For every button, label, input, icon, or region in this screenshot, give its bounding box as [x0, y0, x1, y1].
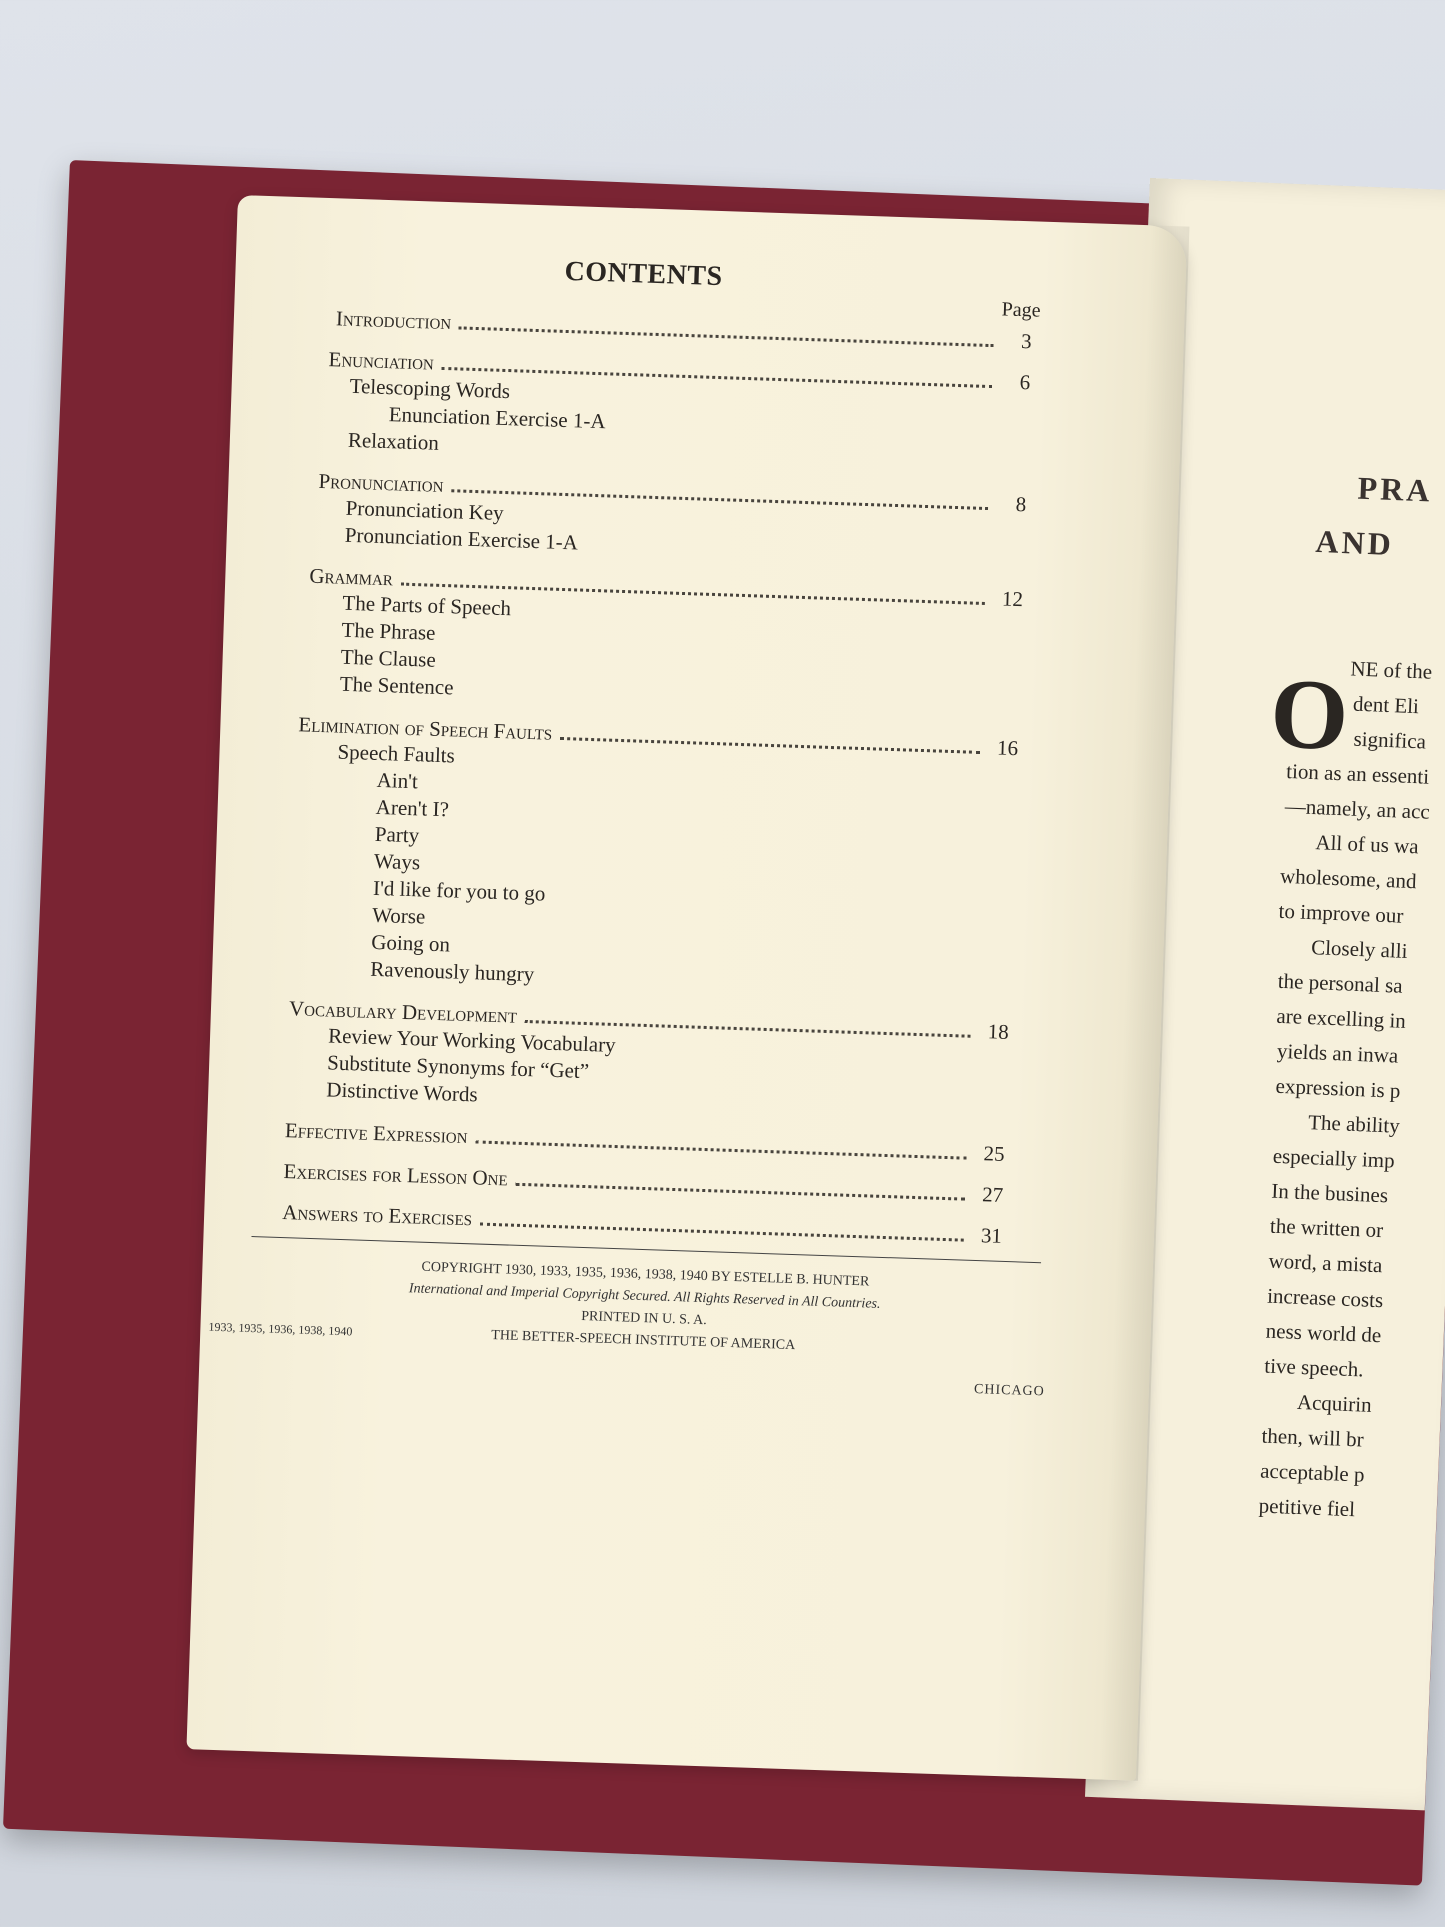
copyright-line: COPYRIGHT 1930, 1933, 1935, 1936, 1938, 1940 BY ESTELLE B. HUNTER	[421, 1259, 870, 1290]
toc-subentry: Speech Faults	[337, 739, 456, 768]
toc-entry-title: Introduction	[335, 306, 452, 335]
body-text-line: increase costs	[1266, 1283, 1384, 1313]
contents-page	[186, 195, 1187, 1781]
toc-subentry: Party	[374, 821, 420, 848]
toc-entry-title: Exercises for Lesson One	[283, 1159, 509, 1191]
body-text-line: Acquirin	[1296, 1389, 1373, 1417]
toc-entry	[304, 468, 1026, 571]
toc-entry-title: Grammar	[309, 563, 394, 591]
toc-entry-title: Enunciation	[328, 347, 435, 375]
toc-entry-page: 6	[1019, 370, 1031, 395]
body-text-line: acceptable p	[1259, 1458, 1365, 1487]
copyright-block	[208, 1251, 1046, 1405]
body-text-line: yields an inwa	[1276, 1038, 1399, 1068]
toc-subentry: Going on	[370, 929, 451, 957]
toc-entry-page: 31	[980, 1223, 1003, 1248]
contents-title: CONTENTS	[564, 255, 724, 293]
body-text-line: expression is p	[1275, 1073, 1401, 1103]
publisher-city: CHICAGO	[973, 1382, 1046, 1400]
toc-entry	[285, 1118, 1005, 1167]
body-text-line: significa	[1353, 726, 1427, 754]
toc-entry	[312, 306, 1032, 355]
page-column-label: Page	[1001, 298, 1041, 322]
body-text-line: All of us wa	[1314, 830, 1420, 859]
body-text-line: Closely alli	[1310, 935, 1408, 963]
dot-leader	[480, 1223, 964, 1242]
toc-entry	[290, 712, 1018, 1004]
toc-subentry: The Phrase	[341, 617, 436, 645]
toc-entry-page: 16	[996, 735, 1019, 761]
toc-subentry: The Clause	[340, 644, 437, 672]
toc-entry-title: Effective Expression	[284, 1118, 468, 1149]
toc-entry-head	[285, 1118, 1005, 1167]
body-text-line: petitive fiel	[1258, 1493, 1356, 1522]
body-text-line: dent Eli	[1352, 691, 1420, 719]
body-text-line: to improve our	[1278, 898, 1404, 928]
toc-entry	[308, 347, 1031, 477]
drop-cap: O	[1268, 657, 1351, 772]
body-text-line: In the busines	[1270, 1178, 1389, 1208]
publisher-line: THE BETTER-SPEECH INSTITUTE OF AMERICA	[491, 1328, 796, 1354]
toc-subentry: Aren't I?	[375, 794, 450, 822]
toc-subentry: Substitute Synonyms for “Get”	[326, 1050, 590, 1084]
body-text-line: NE of the	[1349, 656, 1433, 684]
body-text-line: ness world de	[1265, 1318, 1382, 1348]
printed-line: PRINTED IN U. S. A.	[580, 1308, 707, 1329]
chapter-heading-line-1: PRA	[1357, 469, 1434, 509]
toc-entry-page: 27	[981, 1182, 1004, 1207]
toc-entry-page: 8	[1015, 491, 1027, 517]
body-text-line: then, will br	[1261, 1423, 1365, 1452]
toc-entry-title: Answers to Exercises	[281, 1200, 473, 1231]
toc-subentry: Ravenously hungry	[370, 956, 535, 987]
toc-subentry: The Parts of Speech	[342, 590, 512, 621]
chapter-heading-line-2: AND	[1314, 522, 1395, 563]
toc-subentry: Distinctive Words	[325, 1077, 479, 1107]
rights-line: International and Imperial Copyright Secured. All Rights Reserved in All Countries.	[408, 1281, 881, 1312]
body-text-line: wholesome, and	[1279, 863, 1417, 894]
toc-entry-head	[312, 306, 1032, 355]
dot-leader	[475, 1140, 966, 1159]
toc-entry-head	[283, 1159, 1003, 1208]
toc-subentry: Relaxation	[347, 427, 440, 455]
toc-subentry: Enunciation Exercise 1-A	[388, 402, 607, 434]
body-text-line: the written or	[1269, 1213, 1384, 1243]
edition-years: 1933, 1935, 1936, 1938, 1940	[208, 1319, 353, 1339]
toc-entry-page: 18	[987, 1019, 1010, 1045]
toc-entry-page: 12	[1001, 586, 1024, 612]
body-text-line: especially imp	[1272, 1143, 1396, 1173]
body-text-line: The ability	[1307, 1110, 1401, 1138]
toc-entries	[282, 306, 1032, 1249]
toc-entry-page: 25	[983, 1141, 1006, 1166]
toc-entry-title: Pronunciation	[318, 468, 444, 497]
toc-subentry: Ain't	[376, 767, 419, 794]
toc-subentry: I'd like for you to go	[372, 875, 546, 906]
toc-entry	[283, 1159, 1003, 1208]
toc-entry	[286, 996, 1009, 1126]
toc-entry-page: 3	[1020, 329, 1032, 354]
dot-leader	[459, 326, 993, 347]
toc-subentry: The Sentence	[339, 671, 454, 700]
toc-entry-title: Vocabulary Development	[288, 996, 518, 1028]
toc-subentry: Review Your Working Vocabulary	[327, 1023, 617, 1057]
body-text-line: —namely, an acc	[1284, 793, 1431, 824]
body-text-line: tive speech.	[1263, 1353, 1364, 1382]
table-of-contents	[208, 248, 1046, 1404]
toc-subentry: Pronunciation Exercise 1-A	[344, 522, 579, 555]
toc-subentry: Ways	[373, 848, 421, 875]
toc-subentry: Telescoping Words	[349, 373, 511, 404]
toc-entry	[299, 563, 1023, 720]
body-text-line: word, a mista	[1268, 1248, 1383, 1278]
body-text-line: are excelling in	[1275, 1003, 1407, 1033]
body-text-line: tion as an essenti	[1285, 758, 1430, 789]
toc-subentry: Worse	[371, 902, 426, 929]
toc-subentry: Pronunciation Key	[345, 495, 505, 525]
toc-entry-title: Elimination of Speech Faults	[298, 712, 553, 745]
dot-leader	[515, 1183, 965, 1201]
body-text-line: the personal sa	[1277, 968, 1404, 998]
